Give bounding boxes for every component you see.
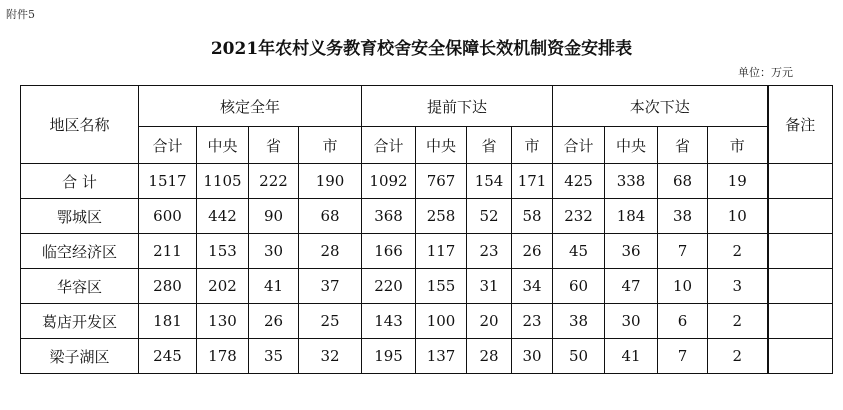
cell-value: 2 (708, 339, 768, 374)
cell-value: 68 (299, 199, 362, 234)
cell-value: 60 (553, 269, 605, 304)
subheader-central: 中央 (605, 127, 658, 164)
subheader-city: 市 (512, 127, 553, 164)
remark-cell (768, 199, 833, 234)
cell-value: 2 (708, 304, 768, 339)
cell-value: 41 (605, 339, 658, 374)
cell-value: 442 (197, 199, 249, 234)
cell-value: 184 (605, 199, 658, 234)
subheader-city: 市 (299, 127, 362, 164)
cell-value: 211 (139, 234, 197, 269)
cell-value: 68 (658, 164, 708, 199)
region-name: 葛店开发区 (21, 304, 139, 339)
group-header-annual: 核定全年 (139, 86, 362, 127)
remark-cell (768, 234, 833, 269)
cell-value: 41 (249, 269, 299, 304)
cell-value: 10 (658, 269, 708, 304)
remark-cell (768, 304, 833, 339)
cell-value: 32 (299, 339, 362, 374)
subheader-central: 中央 (197, 127, 249, 164)
cell-value: 166 (362, 234, 416, 269)
cell-value: 58 (512, 199, 553, 234)
region-name: 合 计 (21, 164, 139, 199)
cell-value: 154 (467, 164, 512, 199)
subheader-province: 省 (658, 127, 708, 164)
subheader-city: 市 (708, 127, 768, 164)
region-name: 临空经济区 (21, 234, 139, 269)
subheader-province: 省 (467, 127, 512, 164)
cell-value: 1517 (139, 164, 197, 199)
cell-value: 38 (658, 199, 708, 234)
remark-cell (768, 339, 833, 374)
funding-table (20, 85, 833, 374)
cell-value: 10 (708, 199, 768, 234)
cell-value: 130 (197, 304, 249, 339)
cell-value: 1092 (362, 164, 416, 199)
cell-value: 28 (467, 339, 512, 374)
cell-value: 338 (605, 164, 658, 199)
cell-value: 23 (467, 234, 512, 269)
cell-value: 30 (512, 339, 553, 374)
cell-value: 36 (605, 234, 658, 269)
cell-value: 26 (512, 234, 553, 269)
subheader-total: 合计 (362, 127, 416, 164)
group-header-current: 本次下达 (553, 86, 768, 127)
cell-value: 19 (708, 164, 768, 199)
table-row (21, 164, 833, 199)
unit-label: 单位：万元 (738, 66, 793, 79)
cell-value: 425 (553, 164, 605, 199)
subheader-total: 合计 (139, 127, 197, 164)
table-header-row (21, 86, 833, 127)
subheader-total: 合计 (553, 127, 605, 164)
table-subheader-row (21, 127, 833, 164)
cell-value: 155 (416, 269, 467, 304)
cell-value: 171 (512, 164, 553, 199)
cell-value: 90 (249, 199, 299, 234)
cell-value: 1105 (197, 164, 249, 199)
cell-value: 35 (249, 339, 299, 374)
cell-value: 767 (416, 164, 467, 199)
table-row (21, 269, 833, 304)
cell-value: 20 (467, 304, 512, 339)
cell-value: 30 (249, 234, 299, 269)
cell-value: 117 (416, 234, 467, 269)
remarks-header: 备注 (768, 86, 833, 164)
page-title: 2021年农村义务教育校舍安全保障长效机制资金安排表 (210, 39, 633, 59)
region-name: 鄂城区 (21, 199, 139, 234)
cell-value: 232 (553, 199, 605, 234)
attachment-label: 附件5 (6, 8, 35, 21)
region-header: 地区名称 (21, 86, 139, 164)
subheader-central: 中央 (416, 127, 467, 164)
cell-value: 7 (658, 339, 708, 374)
remark-cell (768, 164, 833, 199)
cell-value: 153 (197, 234, 249, 269)
cell-value: 37 (299, 269, 362, 304)
cell-value: 600 (139, 199, 197, 234)
cell-value: 178 (197, 339, 249, 374)
cell-value: 26 (249, 304, 299, 339)
region-name: 华容区 (21, 269, 139, 304)
table-row (21, 234, 833, 269)
cell-value: 50 (553, 339, 605, 374)
cell-value: 222 (249, 164, 299, 199)
region-name: 梁子湖区 (21, 339, 139, 374)
table-row (21, 199, 833, 234)
cell-value: 25 (299, 304, 362, 339)
cell-value: 100 (416, 304, 467, 339)
cell-value: 245 (139, 339, 197, 374)
cell-value: 258 (416, 199, 467, 234)
cell-value: 31 (467, 269, 512, 304)
cell-value: 190 (299, 164, 362, 199)
cell-value: 143 (362, 304, 416, 339)
cell-value: 202 (197, 269, 249, 304)
cell-value: 23 (512, 304, 553, 339)
group-header-advance: 提前下达 (362, 86, 553, 127)
cell-value: 368 (362, 199, 416, 234)
cell-value: 181 (139, 304, 197, 339)
cell-value: 2 (708, 234, 768, 269)
cell-value: 280 (139, 269, 197, 304)
remark-cell (768, 269, 833, 304)
cell-value: 45 (553, 234, 605, 269)
cell-value: 137 (416, 339, 467, 374)
table-row (21, 339, 833, 374)
subheader-province: 省 (249, 127, 299, 164)
cell-value: 38 (553, 304, 605, 339)
cell-value: 34 (512, 269, 553, 304)
cell-value: 7 (658, 234, 708, 269)
cell-value: 220 (362, 269, 416, 304)
cell-value: 3 (708, 269, 768, 304)
cell-value: 6 (658, 304, 708, 339)
cell-value: 52 (467, 199, 512, 234)
cell-value: 28 (299, 234, 362, 269)
cell-value: 195 (362, 339, 416, 374)
cell-value: 47 (605, 269, 658, 304)
table-row (21, 304, 833, 339)
cell-value: 30 (605, 304, 658, 339)
